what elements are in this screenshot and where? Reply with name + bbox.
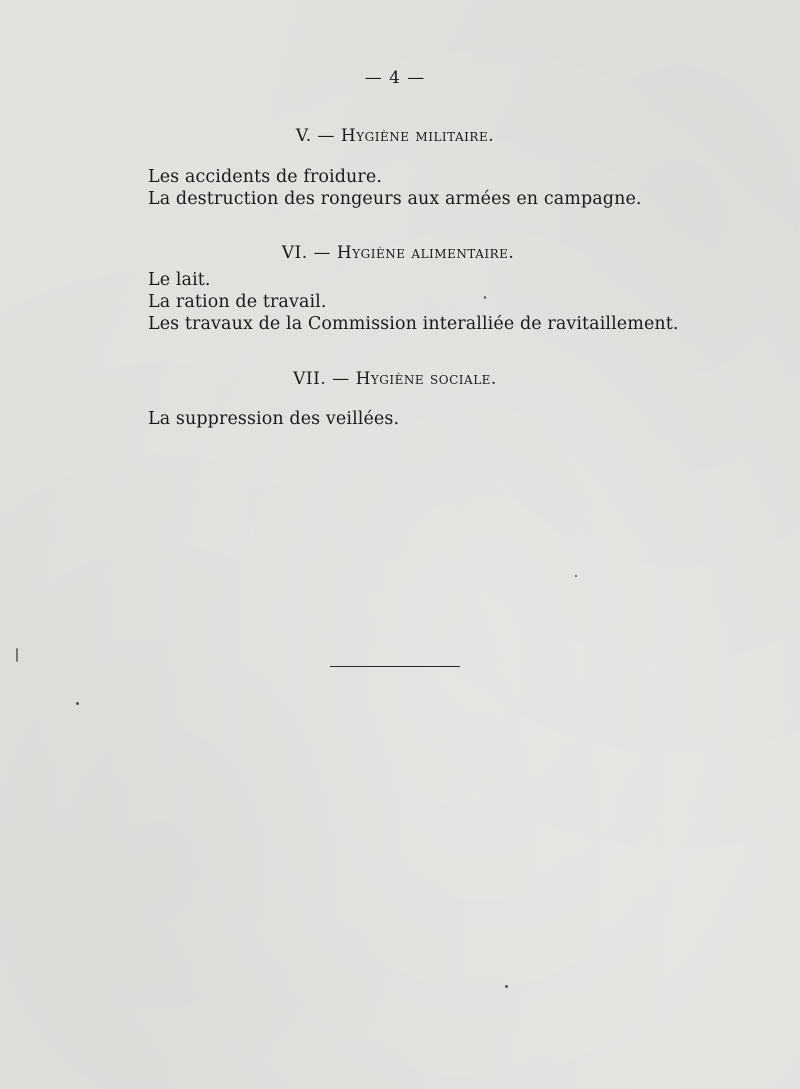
section-item: Le lait. [148, 270, 211, 290]
section-numeral: V. — [295, 126, 336, 146]
section-numeral: VI. — [281, 243, 332, 263]
paper-speck [484, 296, 486, 299]
section-item: La destruction des rongeurs aux armées en campagne. [148, 189, 642, 209]
paper-speck [575, 575, 577, 577]
end-rule [330, 666, 460, 667]
section-numeral: VII. — [293, 369, 350, 389]
section-heading-v [0, 126, 790, 146]
paper-speck [16, 648, 18, 662]
section-heading-vi [3, 243, 793, 263]
section-item: Les travaux de la Commission interalliée de ravitaillement. [148, 314, 679, 334]
section-item: La ration de travail. [148, 292, 327, 312]
page-number: — 4 — [364, 68, 426, 88]
section-title: Hygiène sociale. [355, 369, 497, 389]
section-item: Les accidents de froidure. [148, 167, 383, 187]
section-title: Hygiène militaire. [340, 126, 495, 146]
section-title: Hygiène alimentaire. [336, 243, 515, 263]
paper-speck [76, 702, 79, 705]
section-item: La suppression des veillées. [148, 409, 400, 429]
section-heading-vii [0, 369, 790, 389]
paper-speck [505, 985, 508, 988]
